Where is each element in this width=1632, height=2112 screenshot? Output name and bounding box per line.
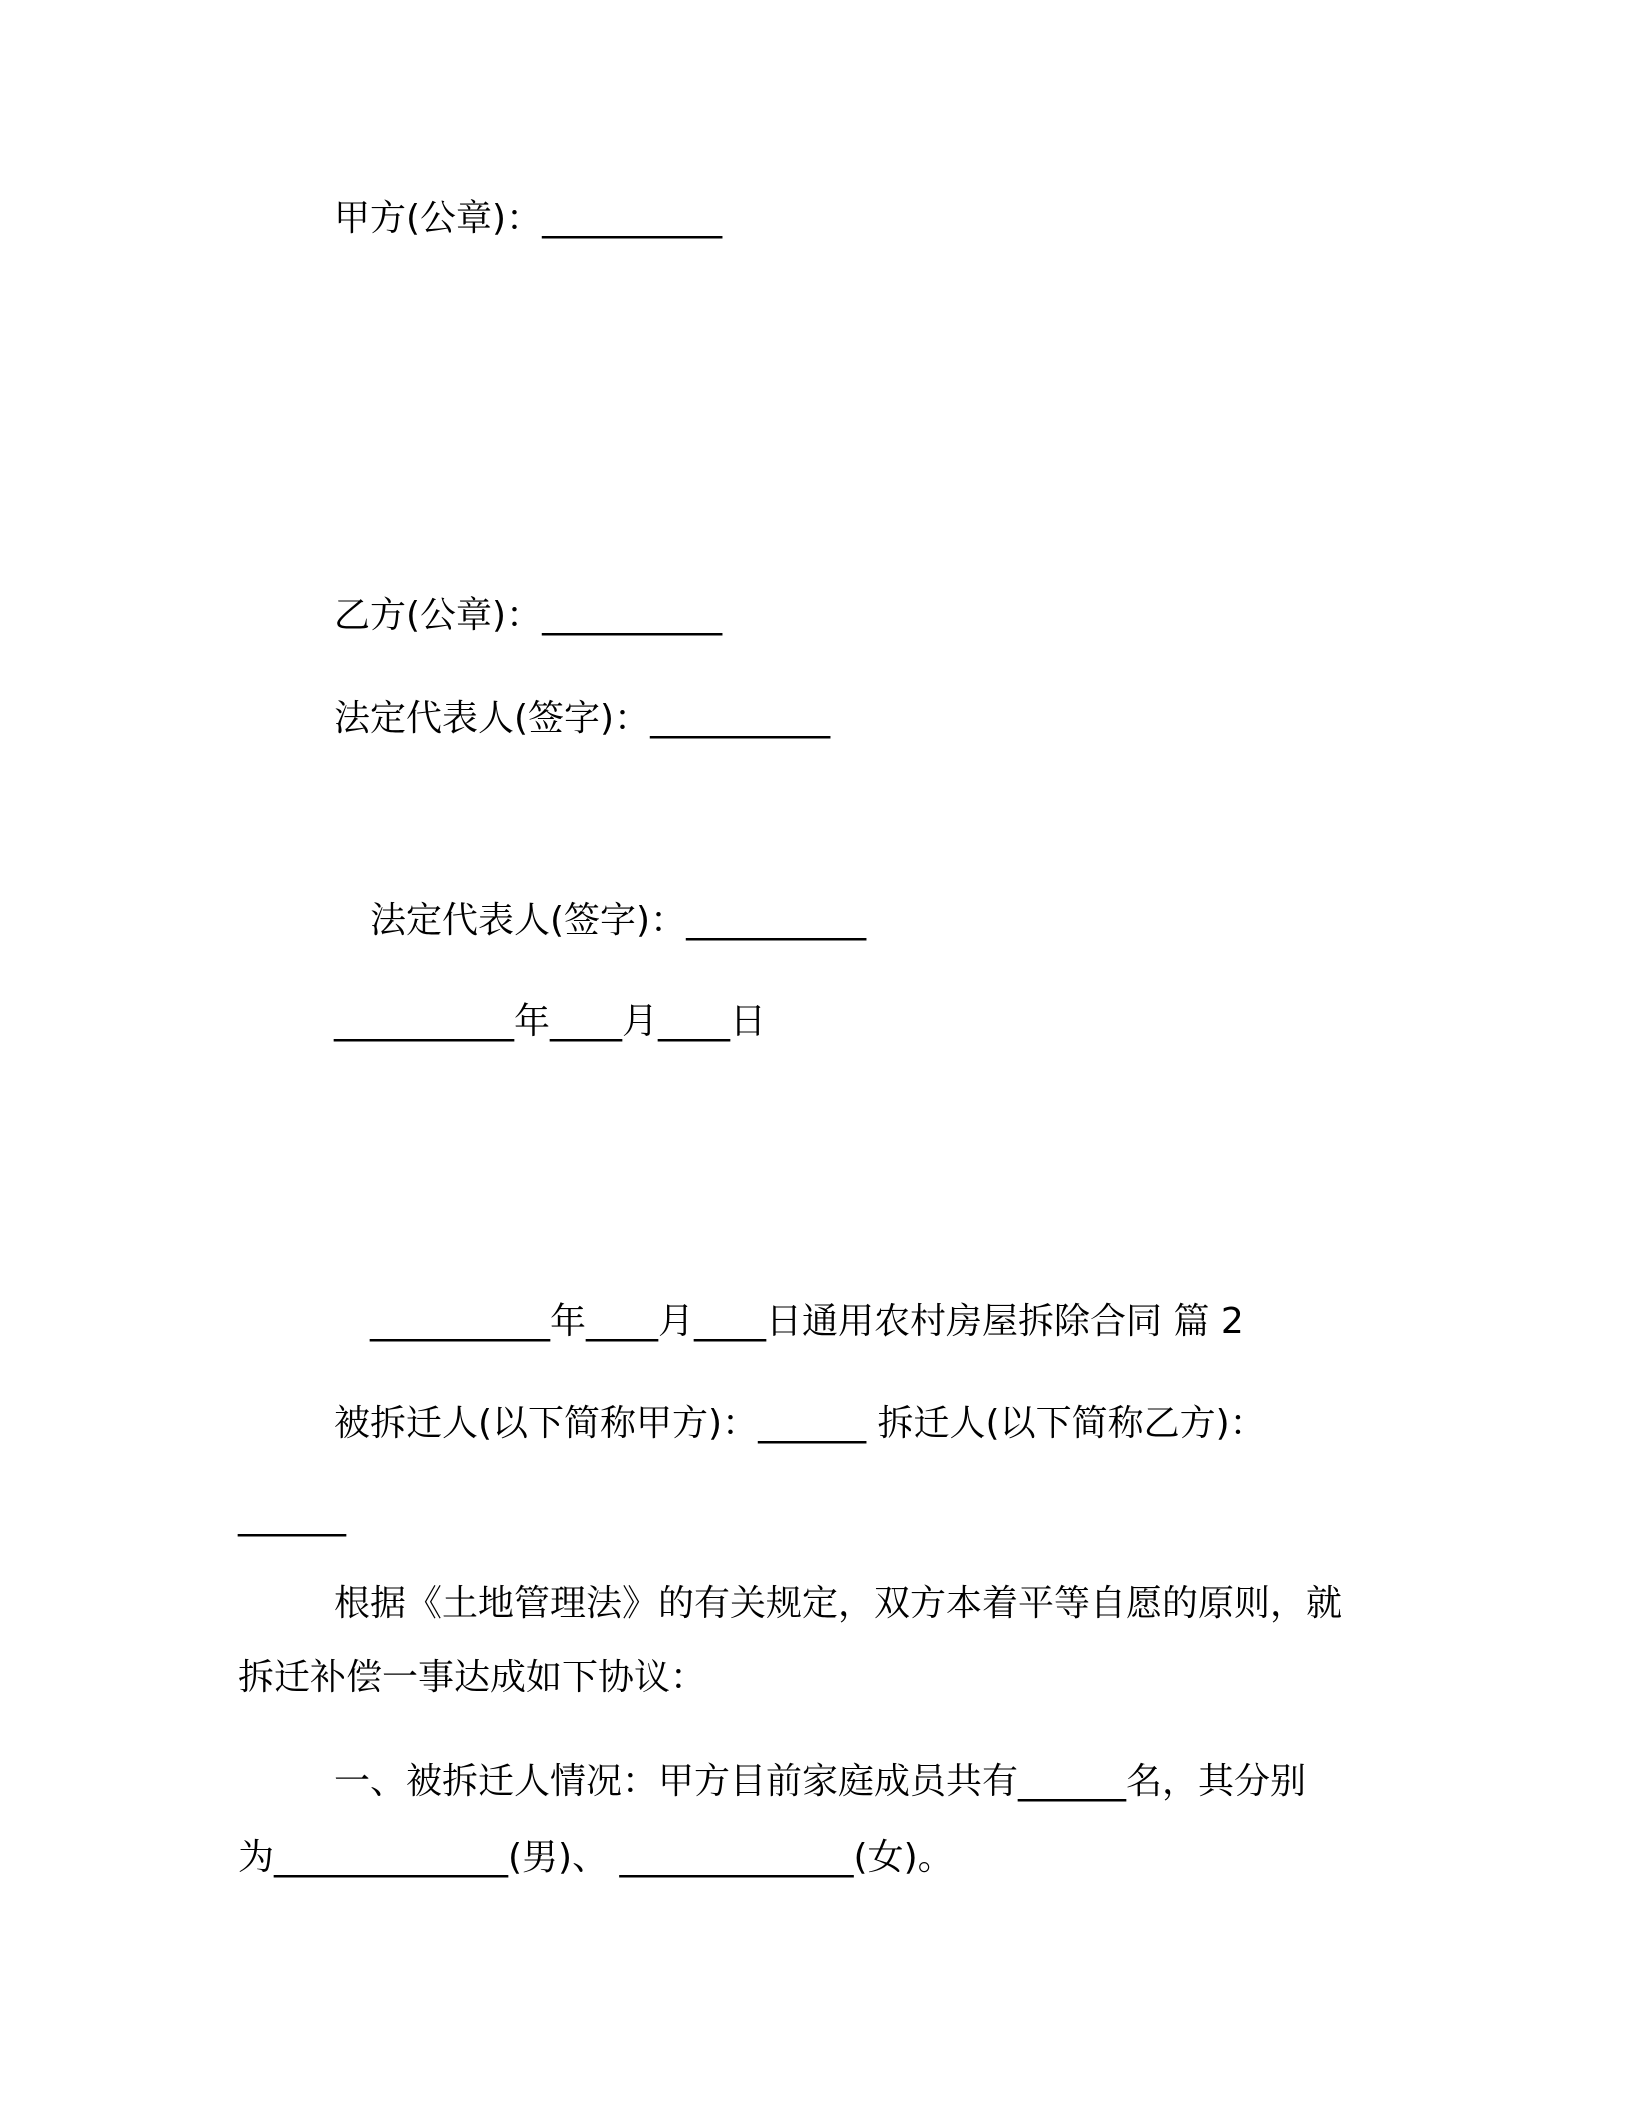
legal-basis-paragraph: 根据《土地管理法》的有关规定，双方本着平等自愿的原则，就: [334, 1583, 1343, 1624]
signature-date-line: __________年____月____日: [334, 1001, 766, 1042]
legal-basis-paragraph-continuation: 拆迁补偿一事达成如下协议：: [238, 1657, 707, 1698]
contract-2-title: __________年____月____日通用农村房屋拆除合同 篇 2: [370, 1301, 1244, 1342]
party-a-seal-line: 甲方(公章)：__________: [334, 198, 723, 239]
parties-line: 被拆迁人(以下简称甲方)：______ 拆迁人(以下简称乙方)：: [334, 1403, 1266, 1444]
parties-line-continuation: ______: [238, 1496, 346, 1537]
legal-representative-signature-line: 法定代表人(签字)：__________: [334, 698, 831, 739]
section-1-relocatee-info: 一、被拆迁人情况：甲方目前家庭成员共有______名，其分别: [334, 1761, 1307, 1802]
section-1-relocatee-info-continuation: 为_____________(男)、 _____________(女)。: [238, 1837, 954, 1878]
legal-representative-signature-line-2: 法定代表人(签字)：__________: [370, 900, 867, 941]
party-b-seal-line: 乙方(公章)：__________: [334, 595, 723, 636]
